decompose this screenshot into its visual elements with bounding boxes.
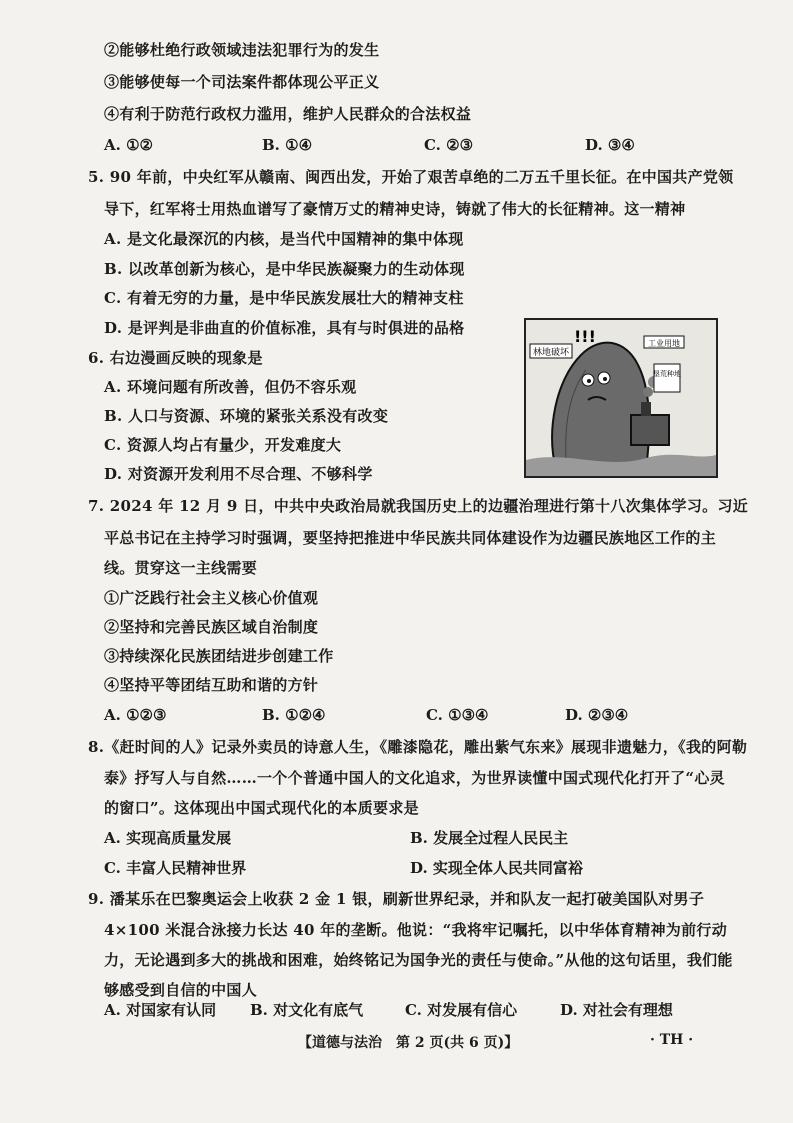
- cartoon-drawing: [526, 320, 716, 476]
- q5-stem-line-1: 5. 90 年前，中央红军从赣南、闽西出发，开始了艰苦卓绝的二万五千里长征。在中国共产党领: [88, 168, 734, 186]
- q4-item-3: ③能够使每一个司法案件都体现公平正义: [104, 73, 380, 91]
- q4-item-2: ②能够杜绝行政领域违法犯罪行为的发生: [104, 41, 380, 59]
- q9-stem-line-4: 够感受到自信的中国人: [104, 981, 258, 999]
- q7-stem-line-2: 平总书记在主持学习时强调，要坚持把推进中华民族共同体建设作为边疆民族地区工作的主: [104, 529, 717, 547]
- q8-stem-line-3: 的窗口”。这体现出中国式现代化的本质要求是: [104, 799, 419, 817]
- page-footer: 【道德与法治 第 2 页(共 6 页)】: [298, 1035, 519, 1051]
- cartoon-label-sign: 垦荒种地: [653, 370, 681, 378]
- q7-option-c: C. ①③④: [426, 706, 489, 724]
- q4-item-4: ④有利于防范行政权力滥用，维护人民群众的合法权益: [104, 105, 472, 123]
- q8-option-b: B. 发展全过程人民民主: [410, 829, 569, 847]
- q5-option-b: B. 以改革创新为核心，是中华民族凝聚力的生动体现: [104, 260, 465, 278]
- q6-stem: 6. 右边漫画反映的现象是: [88, 349, 263, 367]
- q5-option-d: D. 是评判是非曲直的价值标准，具有与时俱进的品格: [104, 319, 465, 337]
- q9-option-d: D. 对社会有理想: [560, 1001, 673, 1019]
- q4-option-a: A. ①②: [104, 136, 153, 154]
- q6-option-c: C. 资源人均占有量少，开发难度大: [104, 436, 342, 454]
- q8-option-d: D. 实现全体人民共同富裕: [410, 859, 583, 877]
- q6-option-b: B. 人口与资源、环境的紧张关系没有改变: [104, 407, 389, 425]
- q7-item-1: ①广泛践行社会主义核心价值观: [104, 589, 319, 607]
- q8-stem-line-2: 泰》抒写人与自然……一个个普通中国人的文化追求，为世界读懂中国式现代化打开了“心灵: [104, 769, 725, 787]
- q9-option-c: C. 对发展有信心: [405, 1001, 518, 1019]
- q7-item-3: ③持续深化民族团结进步创建工作: [104, 647, 334, 665]
- q6-option-d: D. 对资源开发利用不尽合理、不够科学: [104, 465, 373, 483]
- footer-code: · TH ·: [650, 1032, 694, 1048]
- q8-option-c: C. 丰富人民精神世界: [104, 859, 247, 877]
- q6-cartoon-image: [524, 318, 718, 478]
- cartoon-label-top: 工业用地: [648, 339, 680, 348]
- q9-option-a: A. 对国家有认同: [104, 1001, 217, 1019]
- q7-stem-line-1: 7. 2024 年 12 月 9 日，中共中央政治局就我国历史上的边疆治理进行第十八次集体学习。习近: [88, 497, 749, 515]
- cartoon-exclaim: !!!: [574, 327, 596, 346]
- q9-stem-line-3: 力，无论遇到多大的挑战和困难，始终铭记为国争光的责任与使命。”从他的这句话里，我们能: [104, 951, 733, 969]
- q7-stem-line-3: 线。贯穿这一主线需要: [104, 559, 258, 577]
- q4-option-d: D. ③④: [585, 136, 635, 154]
- q9-option-b: B. 对文化有底气: [250, 1001, 364, 1019]
- q5-option-a: A. 是文化最深沉的内核，是当代中国精神的集中体现: [104, 230, 464, 248]
- q7-option-d: D. ②③④: [565, 706, 629, 724]
- q5-option-c: C. 有着无穷的力量，是中华民族发展壮大的精神支柱: [104, 289, 464, 307]
- q7-option-a: A. ①②③: [104, 706, 167, 724]
- q8-stem-line-1: 8.《赶时间的人》记录外卖员的诗意人生，《雕漆隐花，雕出紫气东来》展现非遗魅力，《我的阿勒: [88, 738, 748, 756]
- cartoon-label-forest: 林地破坏: [532, 348, 570, 358]
- q7-option-b: B. ①②④: [262, 706, 326, 724]
- q6-option-a: A. 环境问题有所改善，但仍不容乐观: [104, 378, 357, 396]
- q4-option-b: B. ①④: [262, 136, 313, 154]
- q7-item-2: ②坚持和完善民族区域自治制度: [104, 618, 319, 636]
- q8-option-a: A. 实现高质量发展: [104, 829, 232, 847]
- q7-item-4: ④坚持平等团结互助和谐的方针: [104, 676, 319, 694]
- q9-stem-line-1: 9. 潘某乐在巴黎奥运会上收获 2 金 1 银，刷新世界纪录，并和队友一起打破美国队对男子: [88, 890, 705, 908]
- q4-option-c: C. ②③: [424, 136, 474, 154]
- q9-stem-line-2: 4×100 米混合泳接力长达 40 年的垄断。他说：“我将牢记嘱托，以中华体育精神为前行动: [104, 921, 727, 939]
- q5-stem-line-2: 导下，红军将士用热血谱写了豪情万丈的精神史诗，铸就了伟大的长征精神。这一精神: [104, 200, 686, 218]
